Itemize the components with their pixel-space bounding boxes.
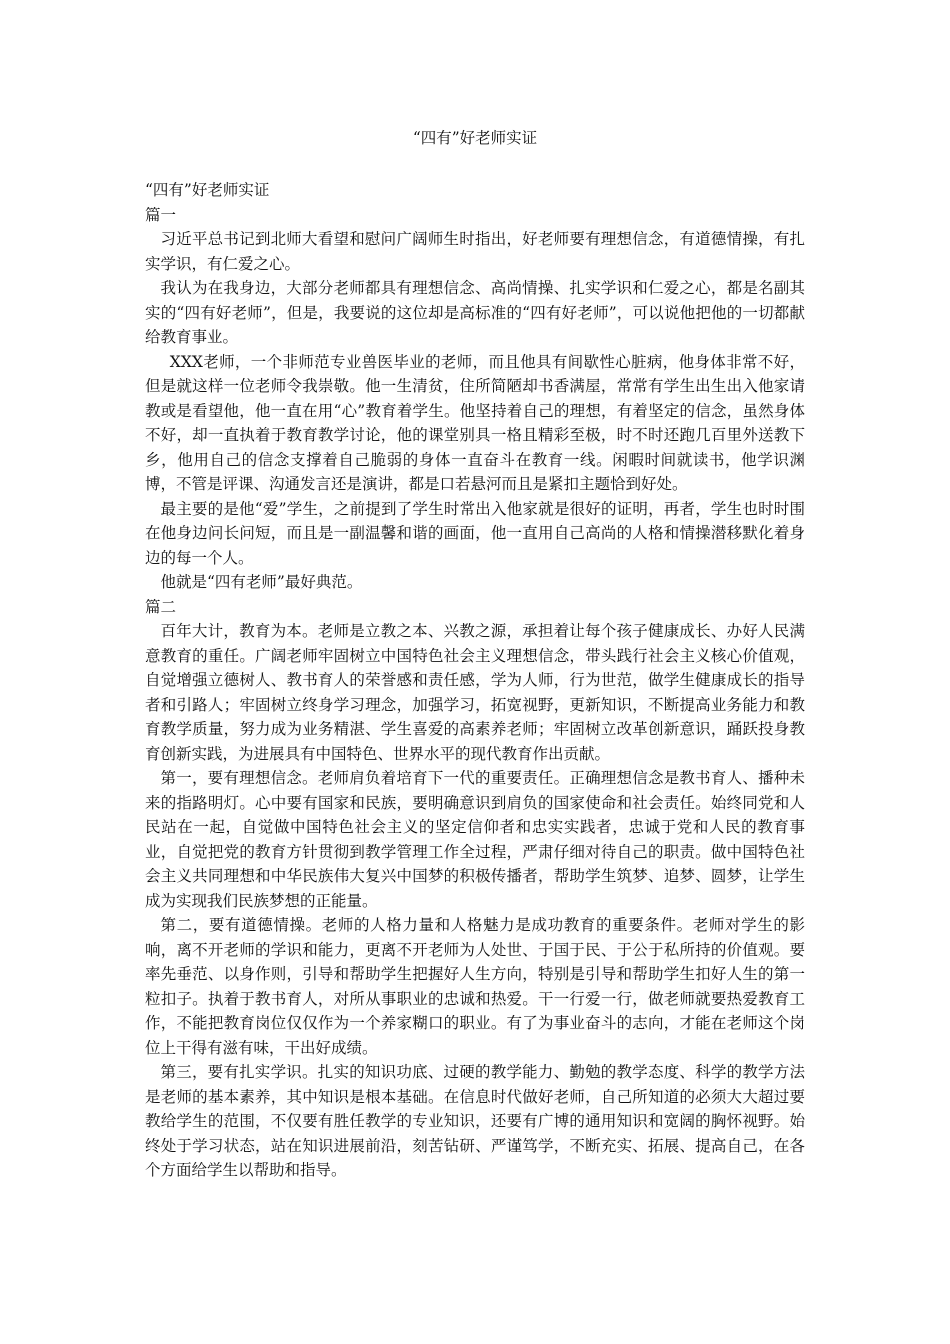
paragraph: XXX老师，一个非师范专业兽医毕业的老师，而且他具有间歇性心脏病，他身体非常不好，但是就这样一位老师令我崇敬。他一生清贫，住所简陋却书香满屋，常常有学生出生出入他家请教或是看望他，他一直在用“心”教育着学生。他坚持着自己的理想，有着坚定的信念，虽然身体不好，却一直执着于教育教学讨论，他的课堂别具一格且精彩至极，时不时还跑几百里外送教下乡，他用自己的信念支撑着自己脆弱的身体一直奋斗在教育一线。闲暇时间就读书，他学识渊博，不管是评课、沟通发言还是演讲，都是口若悬河而且是紧扣主题恰到好处。 [145, 352, 805, 493]
section-label-2: 篇二 [145, 597, 177, 616]
document-body [145, 178, 805, 1183]
paragraph: 他就是“四有老师”最好典范。 [160, 573, 363, 591]
paragraph: 我认为在我身边，大部分老师都具有理想信念、高尚情操、扎实学识和仁爱之心，都是名副其实的“四有好老师”，但是，我要说的这位却是高标准的“四有好老师”，可以说他把他的一切都献给教育事业。 [145, 279, 805, 346]
paragraph: 第三，要有扎实学识。扎实的知识功底、过硬的教学能力、勤勉的教学态度、科学的教学方法是老师的基本素养，其中知识是根本基础。在信息时代做好老师，自己所知道的必须大大超过要教给学生的范围，不仅要有胜任教学的专业知识，还要有广博的通用知识和宽阔的胸怀视野。始终处于学习状态，站在知识进展前沿，刻苦钻研、严谨笃学，不断充实、拓展、提高自己，在各个方面给学生以帮助和指导。 [145, 1063, 805, 1179]
paragraph: 习近平总书记到北师大看望和慰问广阔师生时指出，好老师要有理想信念，有道德情操，有扎实学识，有仁爱之心。 [145, 230, 805, 273]
paragraph: 最主要的是他“爱”学生，之前提到了学生时常出入他家就是很好的证明，再者，学生也时时围在他身边问长问短，而且是一副温馨和谐的画面，他一直用自己高尚的人格和情操潜移默化着身边的每一个人。 [145, 499, 805, 567]
paragraph: 第二，要有道德情操。老师的人格力量和人格魅力是成功教育的重要条件。老师对学生的影响，离不开老师的学识和能力，更离不开老师为人处世、于国于民、于公于私所持的价值观。要率先垂范、以身作则，引导和帮助学生把握好人生方向，特别是引导和帮助学生扣好人生的第一粒扣子。执着于教书育人，对所从事职业的忠诚和热爱。干一行爱一行，做老师就要热爱教育工作，不能把教育岗位仅仅作为一个养家糊口的职业。有了为事业奋斗的志向，才能在老师这个岗位上干得有滋有味，干出好成绩。 [145, 916, 805, 1057]
section-label-1: 篇一 [145, 205, 177, 224]
document-subtitle: “四有”好老师实证 [145, 181, 270, 199]
paragraph: 第一，要有理想信念。老师肩负着培育下一代的重要责任。正确理想信念是教书育人、播种未来的指路明灯。心中要有国家和民族，要明确意识到肩负的国家使命和社会责任。始终同党和人民站在一起，自觉做中国特色社会主义的坚定信仰者和忠实实践者，忠诚于党和人民的教育事业，自觉把党的教育方针贯彻到教学管理工作全过程，严肃仔细对待自己的职责。做中国特色社会主义共同理想和中华民族伟大复兴中国梦的积极传播者，帮助学生筑梦、追梦、圆梦，让学生成为实现我们民族梦想的正能量。 [145, 769, 805, 910]
document-title: “四有”好老师实证 [412, 129, 538, 147]
paragraph: 百年大计，教育为本。老师是立教之本、兴教之源，承担着让每个孩子健康成长、办好人民满意教育的重任。广阔老师牢固树立中国特色社会主义理想信念，带头践行社会主义核心价值观，自觉增强立德树人、教书育人的荣誉感和责任感，学为人师，行为世范，做学生健康成长的指导者和引路人；牢固树立终身学习理念，加强学习，拓宽视野，更新知识，不断提高业务能力和教育教学质量，努力成为业务精湛、学生喜爱的高素养老师；牢固树立改革创新意识，踊跃投身教育创新实践，为进展具有中国特色、世界水平的现代教育作出贡献。 [145, 622, 805, 763]
